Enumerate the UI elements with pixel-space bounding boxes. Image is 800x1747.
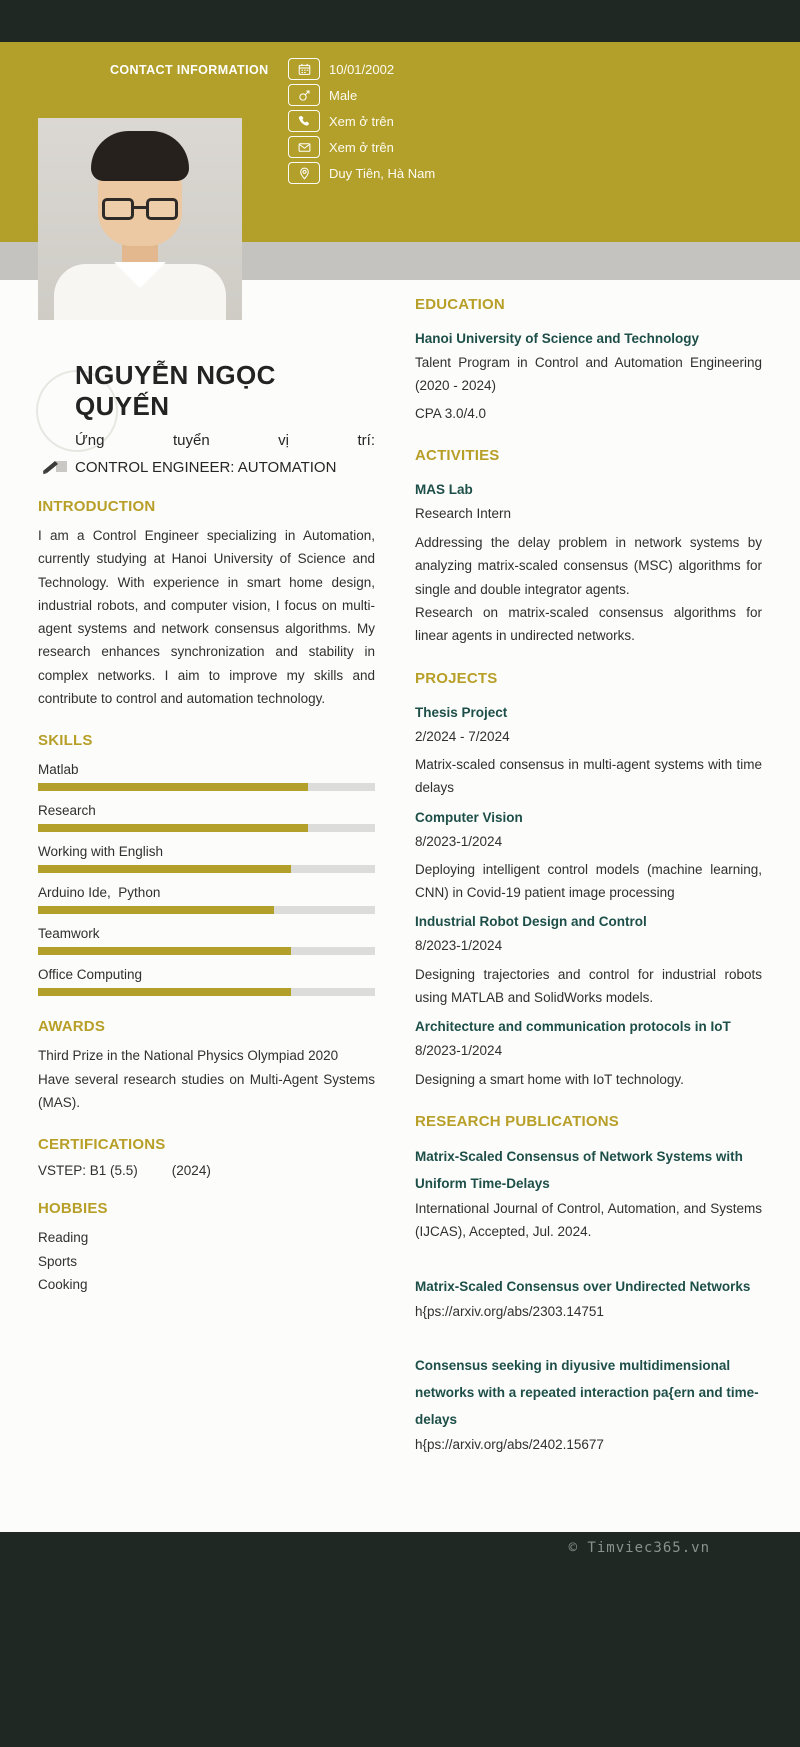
- skill-bar-track: [38, 906, 375, 914]
- certifications-title: CERTIFICATIONS: [38, 1136, 166, 1154]
- projects-title: PROJECTS: [415, 669, 498, 687]
- activities-title: ACTIVITIES: [415, 446, 500, 464]
- contact-value-address: Duy Tiên, Hà Nam: [329, 165, 436, 181]
- contact-row-email: [288, 136, 435, 158]
- skill-label: Research: [38, 803, 96, 819]
- skill-label: Office Computing: [38, 967, 143, 983]
- skills-list: [38, 762, 375, 996]
- skill-bar-track: [38, 865, 375, 873]
- right-column: [415, 296, 762, 1485]
- skill-label: Working with English: [38, 844, 164, 860]
- skill-item: [38, 762, 375, 791]
- contact-row-phone: [288, 110, 435, 132]
- education-program: Talent Program in Control and Automation Engineering (2020 - 2024): [415, 355, 762, 394]
- project-name: Architecture and communication protocols in IoT: [415, 1019, 731, 1035]
- hobby-item: Cooking: [38, 1276, 88, 1292]
- skill-bar-track: [38, 988, 375, 996]
- skill-bar-fill: [38, 988, 291, 996]
- skill-item: [38, 803, 375, 832]
- education-school: Hanoi University of Science and Technology: [415, 331, 700, 346]
- photo-glasses-left: [102, 198, 134, 220]
- award-line: Have several research studies on Multi-Agent Systems (MAS).: [38, 1071, 375, 1110]
- photo-glasses-right: [146, 198, 178, 220]
- publication-item: [415, 1352, 762, 1456]
- hobbies-list: [38, 1226, 375, 1296]
- contact-row-address: [288, 162, 435, 184]
- photo-glasses-bridge: [133, 206, 147, 209]
- hobby-item: Reading: [38, 1230, 89, 1246]
- publication-title: Matrix-Scaled Consensus of Network Systems with Uniform Time-Delays: [415, 1148, 743, 1191]
- hobby-item: Sports: [38, 1253, 78, 1269]
- project-description: Deploying intelligent control models (machine learning, CNN) in Covid-19 patient image processing: [415, 861, 762, 901]
- project-item: [415, 1014, 762, 1091]
- contact-value-phone: Xem ở trên: [329, 113, 394, 129]
- certification-name: VSTEP: B1 (5.5): [38, 1163, 138, 1179]
- certification-entry: [38, 1163, 375, 1178]
- skill-bar-fill: [38, 906, 274, 914]
- skill-bar-track: [38, 783, 375, 791]
- project-item: [415, 805, 762, 905]
- skills-title: SKILLS: [38, 732, 93, 750]
- publications-title: RESEARCH PUBLICATIONS: [415, 1112, 619, 1130]
- publication-link[interactable]: h{ps://arxiv.org/abs/2303.14751: [415, 1303, 604, 1319]
- award-line: Third Prize in the National Physics Olympiad 2020: [38, 1048, 339, 1064]
- project-description: Matrix-scaled consensus in multi-agent systems with time delays: [415, 756, 762, 796]
- gender-icon: [288, 84, 320, 106]
- skill-bar-fill: [38, 865, 291, 873]
- activity-organization: MAS Lab: [415, 481, 473, 497]
- project-period: 8/2023-1/2024: [415, 833, 503, 849]
- contact-row-gender: [288, 84, 435, 106]
- skill-bar-fill: [38, 947, 291, 955]
- position-title: [75, 459, 375, 476]
- skill-item: [38, 844, 375, 873]
- project-name: Industrial Robot Design and Control: [415, 914, 647, 930]
- awards-title: AWARDS: [38, 1018, 106, 1036]
- top-bar: [0, 0, 800, 42]
- activity-description: Addressing the delay problem in network systems by analyzing matrix-scaled consensus (MSC) algorithms for single and double integrator agents.: [415, 535, 762, 597]
- pen-icon: [41, 460, 69, 480]
- project-name: Thesis Project: [415, 704, 508, 720]
- phone-icon: [288, 110, 320, 132]
- project-period: 8/2023-1/2024: [415, 1043, 503, 1059]
- publication-item: [415, 1273, 762, 1323]
- left-column: [38, 336, 375, 1296]
- project-item: [415, 909, 762, 1009]
- contact-value-birthday: 10/01/2002: [329, 61, 395, 77]
- skill-label: Teamwork: [38, 926, 100, 942]
- skill-item: [38, 967, 375, 996]
- footer-band: [0, 1532, 800, 1747]
- publication-item: [415, 1143, 762, 1244]
- publication-title: Consensus seeking in diyusive multidimensional networks with a repeated interaction pa{ern and time-delays: [415, 1357, 759, 1427]
- project-period: 8/2023-1/2024: [415, 938, 503, 954]
- position-title-text: CONTROL ENGINEER: AUTOMATION: [75, 459, 337, 476]
- certification-year: (2024): [171, 1163, 211, 1179]
- name-block: [38, 360, 375, 476]
- watermark: © Timviec365.vn: [568, 1540, 710, 1556]
- skill-bar-track: [38, 947, 375, 955]
- skill-bar-fill: [38, 783, 308, 791]
- publication-link[interactable]: h{ps://arxiv.org/abs/2402.15677: [415, 1436, 604, 1452]
- photo-hair: [91, 131, 189, 181]
- project-description: Designing a smart home with IoT technology.: [415, 1071, 684, 1087]
- contact-value-gender: Male: [329, 87, 358, 103]
- skill-bar-fill: [38, 824, 308, 832]
- candidate-name: NGUYỄN NGỌC QUYẾN: [75, 360, 276, 421]
- apply-position-label: Ứng tuyển vị trí:: [75, 432, 375, 449]
- skill-item: [38, 926, 375, 955]
- project-period: 2/2024 - 7/2024: [415, 728, 510, 744]
- email-icon: [288, 136, 320, 158]
- contact-row-birthday: [288, 58, 435, 80]
- location-icon: [288, 162, 320, 184]
- calendar-icon: [288, 58, 320, 80]
- project-description: Designing trajectories and control for industrial robots using MATLAB and SolidWorks models.: [415, 966, 762, 1006]
- contact-section-title: CONTACT INFORMATION: [110, 63, 269, 77]
- contact-list: [288, 58, 435, 184]
- contact-value-email: Xem ở trên: [329, 139, 394, 155]
- skill-label: Matlab: [38, 762, 79, 778]
- hobbies-title: HOBBIES: [38, 1200, 108, 1218]
- education-title: EDUCATION: [415, 296, 505, 313]
- introduction-body: I am a Control Engineer specializing in Automation, currently studying at Hanoi University of Science and Technology. With experience in smart home design, industrial robots, and computer vision, I focus on multi-agent systems and network consensus algorithms. My research enhances synchronization and stability in complex networks. I aim to improve my skills and contribute to control and automation technology.: [38, 528, 375, 707]
- profile-photo: [38, 118, 242, 320]
- skill-label: Arduino Ide, Python: [38, 885, 161, 901]
- publication-title: Matrix-Scaled Consensus over Undirected Networks: [415, 1278, 751, 1294]
- activity-role: Research Intern: [415, 505, 512, 521]
- introduction-title: INTRODUCTION: [38, 498, 156, 515]
- project-item: [415, 700, 762, 800]
- skill-bar-track: [38, 824, 375, 832]
- publication-detail: International Journal of Control, Automation, and Systems (IJCAS), Accepted, Jul. 2024.: [415, 1200, 762, 1240]
- education-gpa: CPA 3.0/4.0: [415, 405, 487, 421]
- project-name: Computer Vision: [415, 809, 523, 825]
- skill-item: [38, 885, 375, 914]
- activity-description: Research on matrix-scaled consensus algorithms for linear agents in undirected networks.: [415, 605, 762, 644]
